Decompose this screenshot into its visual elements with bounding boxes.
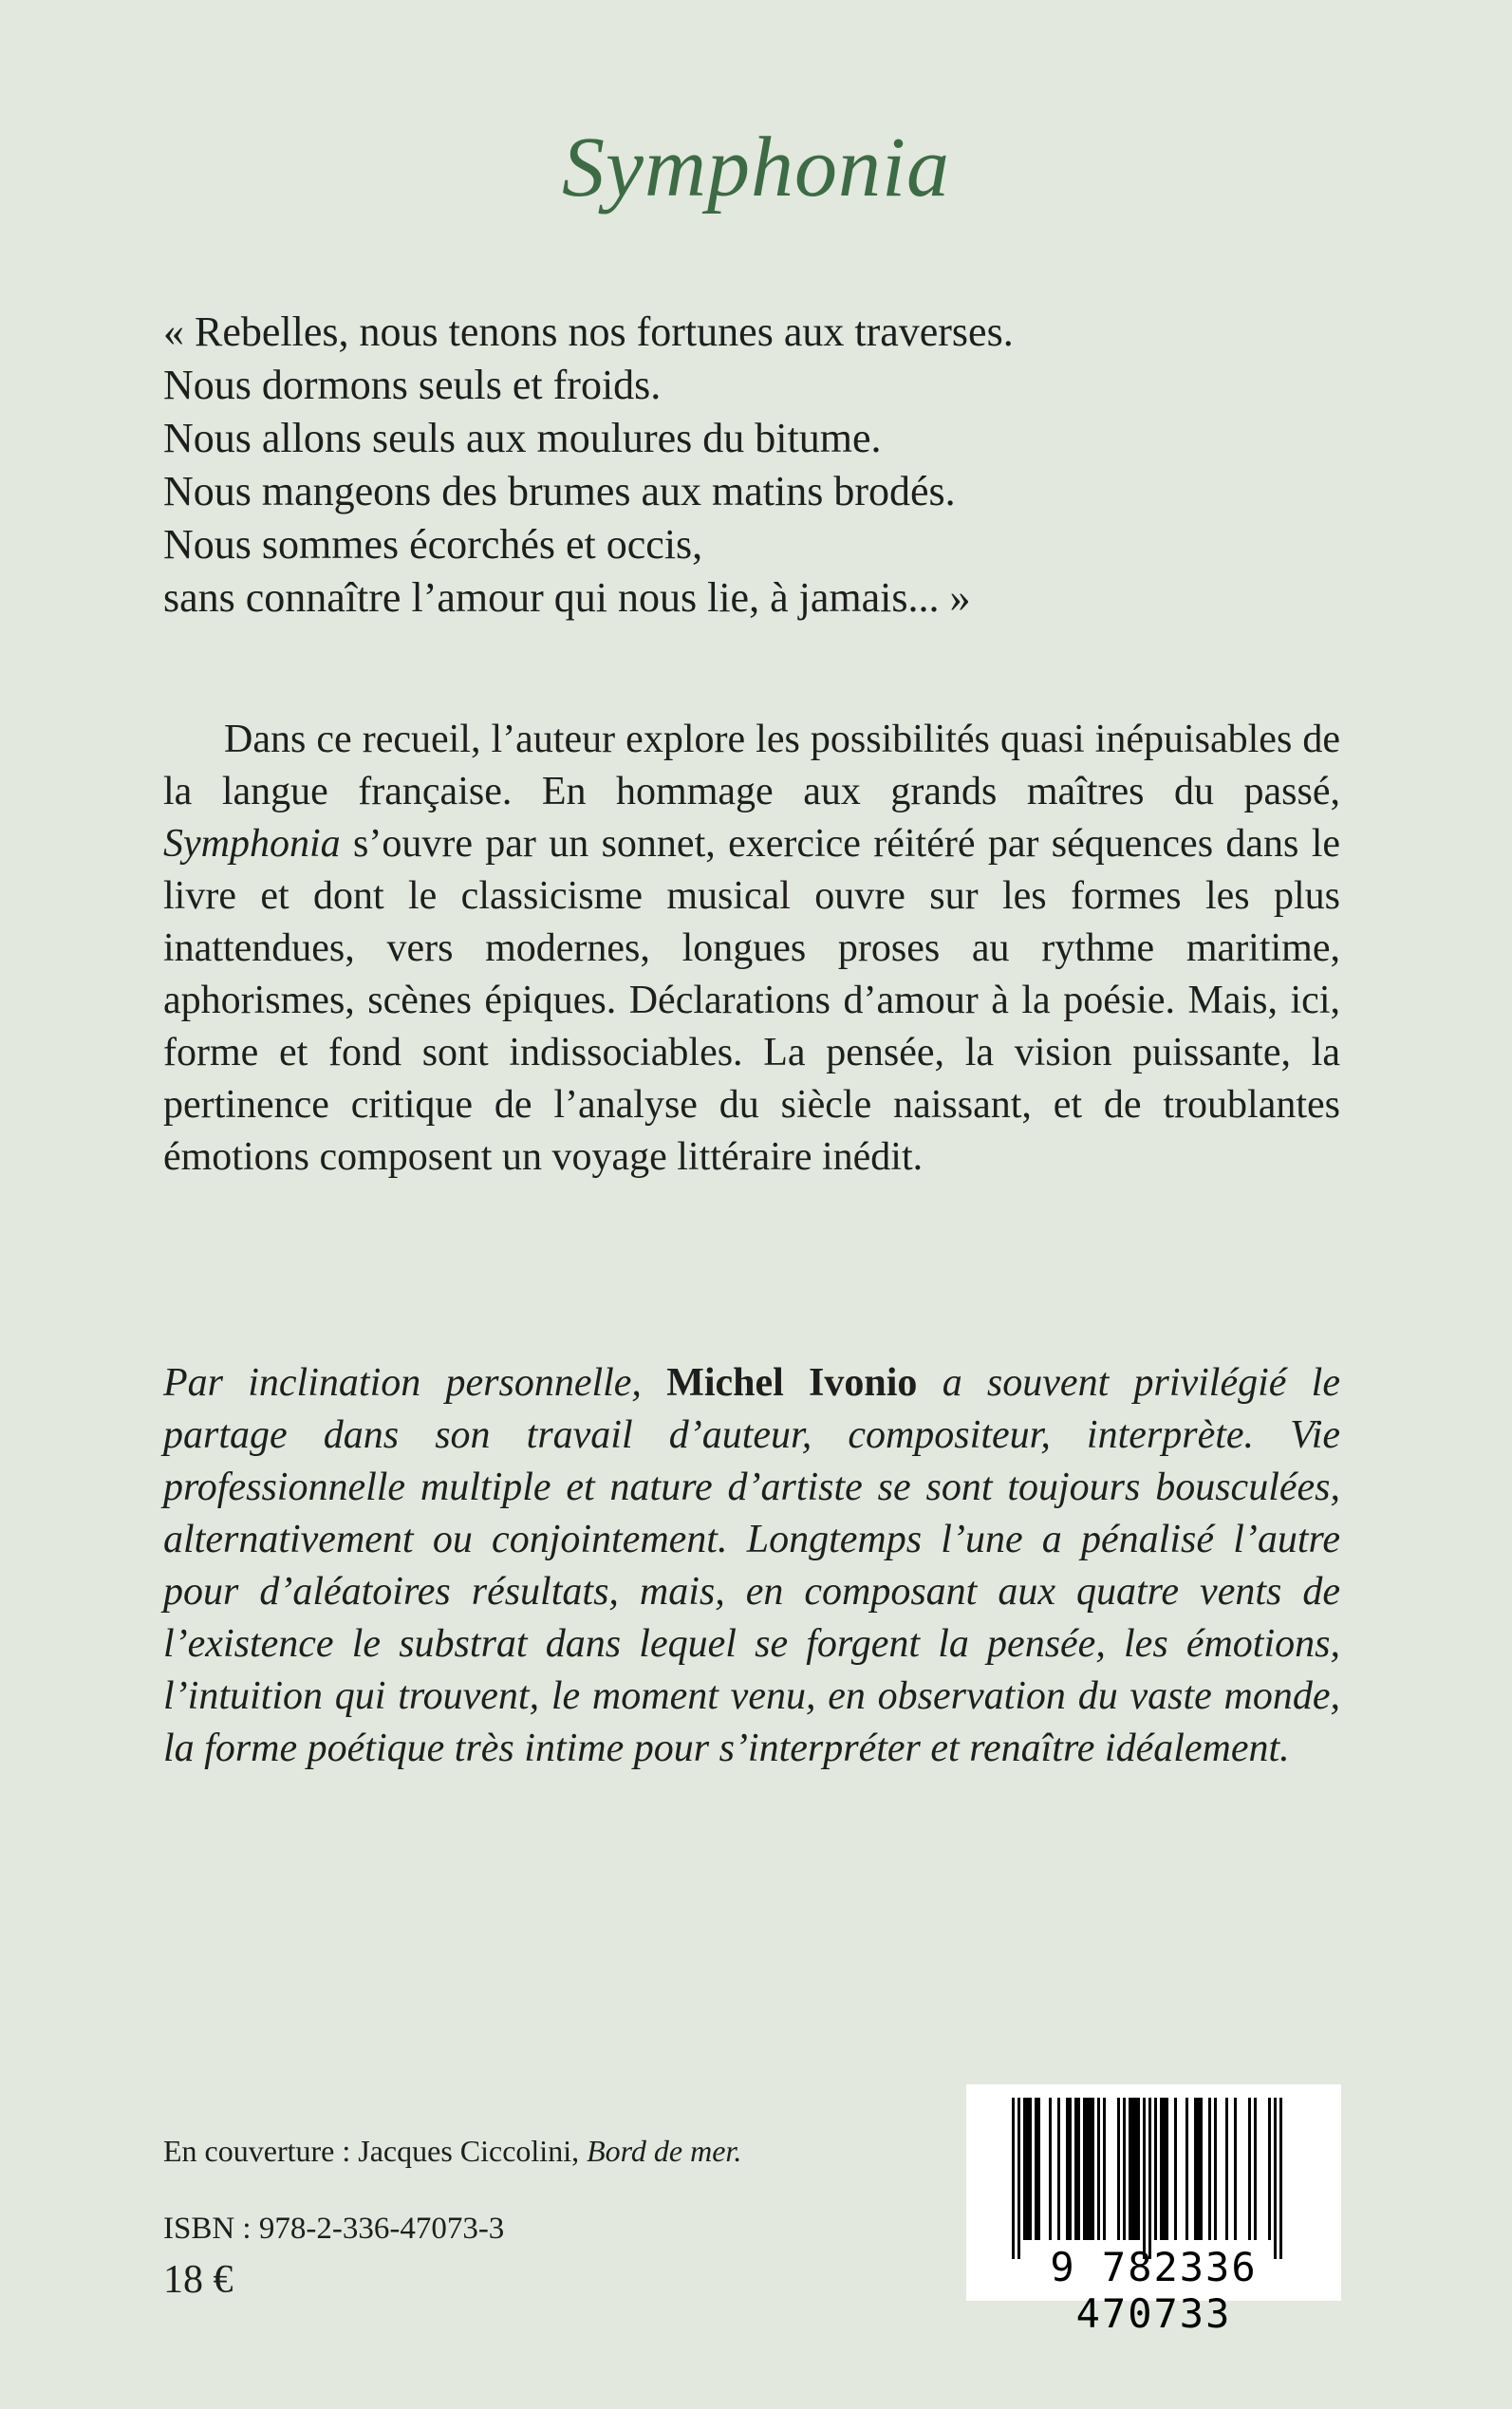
price: 18 € <box>163 2258 233 2302</box>
poem-line: « Rebelles, nous tenons nos fortunes aux traverses. <box>163 308 1014 355</box>
barcode-bar <box>1057 2098 1060 2240</box>
poem-line: Nous mangeons des brumes aux matins brodés. <box>163 468 956 514</box>
barcode-bar <box>1086 2098 1089 2240</box>
barcode-bar <box>1012 2098 1015 2259</box>
barcode-bar <box>1234 2098 1237 2240</box>
barcode-bar <box>1023 2098 1026 2240</box>
barcode-bar <box>1049 2098 1052 2240</box>
barcode-bar <box>1129 2098 1131 2240</box>
book-title: Symphonia <box>562 121 950 215</box>
barcode-bar <box>1066 2098 1069 2240</box>
epigraph-poem <box>163 306 1378 625</box>
poem-line: Nous dormons seuls et froids. <box>163 362 662 408</box>
barcode-bar <box>1131 2098 1134 2240</box>
barcode-bar <box>1274 2098 1277 2259</box>
barcode-bar <box>1166 2098 1168 2240</box>
barcode-digits: 9 782336 470733 <box>1050 2244 1258 2337</box>
barcode-bar <box>1154 2098 1157 2240</box>
barcode-bar <box>1029 2098 1032 2240</box>
poem-line: Nous sommes écorchés et occis, <box>163 521 703 568</box>
barcode-bar <box>1035 2098 1037 2240</box>
barcode-bar <box>1279 2098 1282 2259</box>
barcode-bar <box>1185 2098 1188 2240</box>
barcode-bar <box>1097 2098 1100 2240</box>
barcode-bar <box>1200 2098 1203 2240</box>
bio-before: Par inclination personnelle, <box>163 1361 642 1405</box>
barcode-bar <box>1103 2098 1106 2240</box>
bio-paragraph <box>163 1357 1340 1775</box>
description-intro: Dans ce recueil, l’auteur explore les possibilités quasi inépuisables de la langue française. En hommage aux grands maîtres du passé, <box>163 718 1340 813</box>
barcode-bar <box>1017 2098 1020 2259</box>
barcode-bar <box>1123 2098 1126 2240</box>
author-bio <box>163 1357 1340 1775</box>
barcode-bar <box>1248 2098 1251 2240</box>
barcode-bar <box>1069 2098 1072 2240</box>
barcode-bar <box>1160 2098 1163 2240</box>
poem-line: Nous allons seuls aux moulures du bitume. <box>163 415 882 461</box>
credit-work: Bord de mer. <box>587 2134 742 2168</box>
description-rest: s’ouvre par un sonnet, exercice réitéré par séquences dans le livre et dont le classicisme musical ouvre sur les formes les plus inattendues, vers modernes, longues proses au rythme maritime, aphorismes, scènes épiques. Déclarations d’amour à la poésie. Mais, ici, forme et fond sont indissociables. La pensée, la vision puissante, la pertinence critique de l’analyse du siècle naissant, et de troublantes émotions composent un voyage littéraire inédit. <box>163 822 1341 1179</box>
barcode-bar <box>1143 2098 1146 2259</box>
barcode-bar <box>1194 2098 1197 2240</box>
barcode-bar <box>1092 2098 1094 2240</box>
bio-after: a souvent privilégié le partage dans son travail d’auteur, compositeur, interprète. Vie professionnelle multiple et nature d’artiste se sont toujours bousculées, alternativement ou conjointement. Longtemps l’une a pénalisé l’autre pour d’aléatoires résultats, mais, en composant aux quatre vents de l’existence le substrat dans lequel se forgent la pensée, les émotions, l’intuition qui trouvent, le moment venu, en observation du vaste monde, la forme poétique très intime pour s’interpréter et renaître idéalement. <box>163 1361 1340 1770</box>
barcode-bar <box>1148 2098 1151 2259</box>
barcode-bar <box>1163 2098 1166 2240</box>
barcode-bar <box>1117 2098 1120 2240</box>
isbn: ISBN : 978-2-336-47073-3 <box>163 2212 505 2246</box>
barcode-bar <box>1254 2098 1257 2240</box>
description-title-ref: Symphonia <box>163 822 341 866</box>
barcode-bar <box>1037 2098 1040 2240</box>
barcode-bar <box>1197 2098 1200 2240</box>
barcode-bar <box>1137 2098 1140 2240</box>
barcode-bar <box>1134 2098 1137 2240</box>
barcode-bar <box>1174 2098 1177 2240</box>
barcode-bar <box>1225 2098 1228 2240</box>
barcode <box>966 2084 1341 2337</box>
barcode-bar <box>1214 2098 1217 2240</box>
barcode-bar <box>1083 2098 1086 2240</box>
barcode-bar <box>1074 2098 1077 2240</box>
description-paragraph <box>163 714 1340 1184</box>
cover-credit <box>163 2134 741 2169</box>
barcode-bar <box>1208 2098 1211 2240</box>
author-name: Michel Ivonio <box>666 1361 918 1405</box>
book-description <box>163 714 1340 1184</box>
credit-label: En couverture : Jacques Ciccolini, <box>163 2134 580 2168</box>
barcode-bar <box>1077 2098 1080 2240</box>
barcode-bar <box>1026 2098 1029 2240</box>
barcode-bar <box>1268 2098 1271 2240</box>
poem-line: sans connaître l’amour qui nous lie, à jamais... » <box>163 574 971 621</box>
barcode-bar <box>1089 2098 1092 2240</box>
